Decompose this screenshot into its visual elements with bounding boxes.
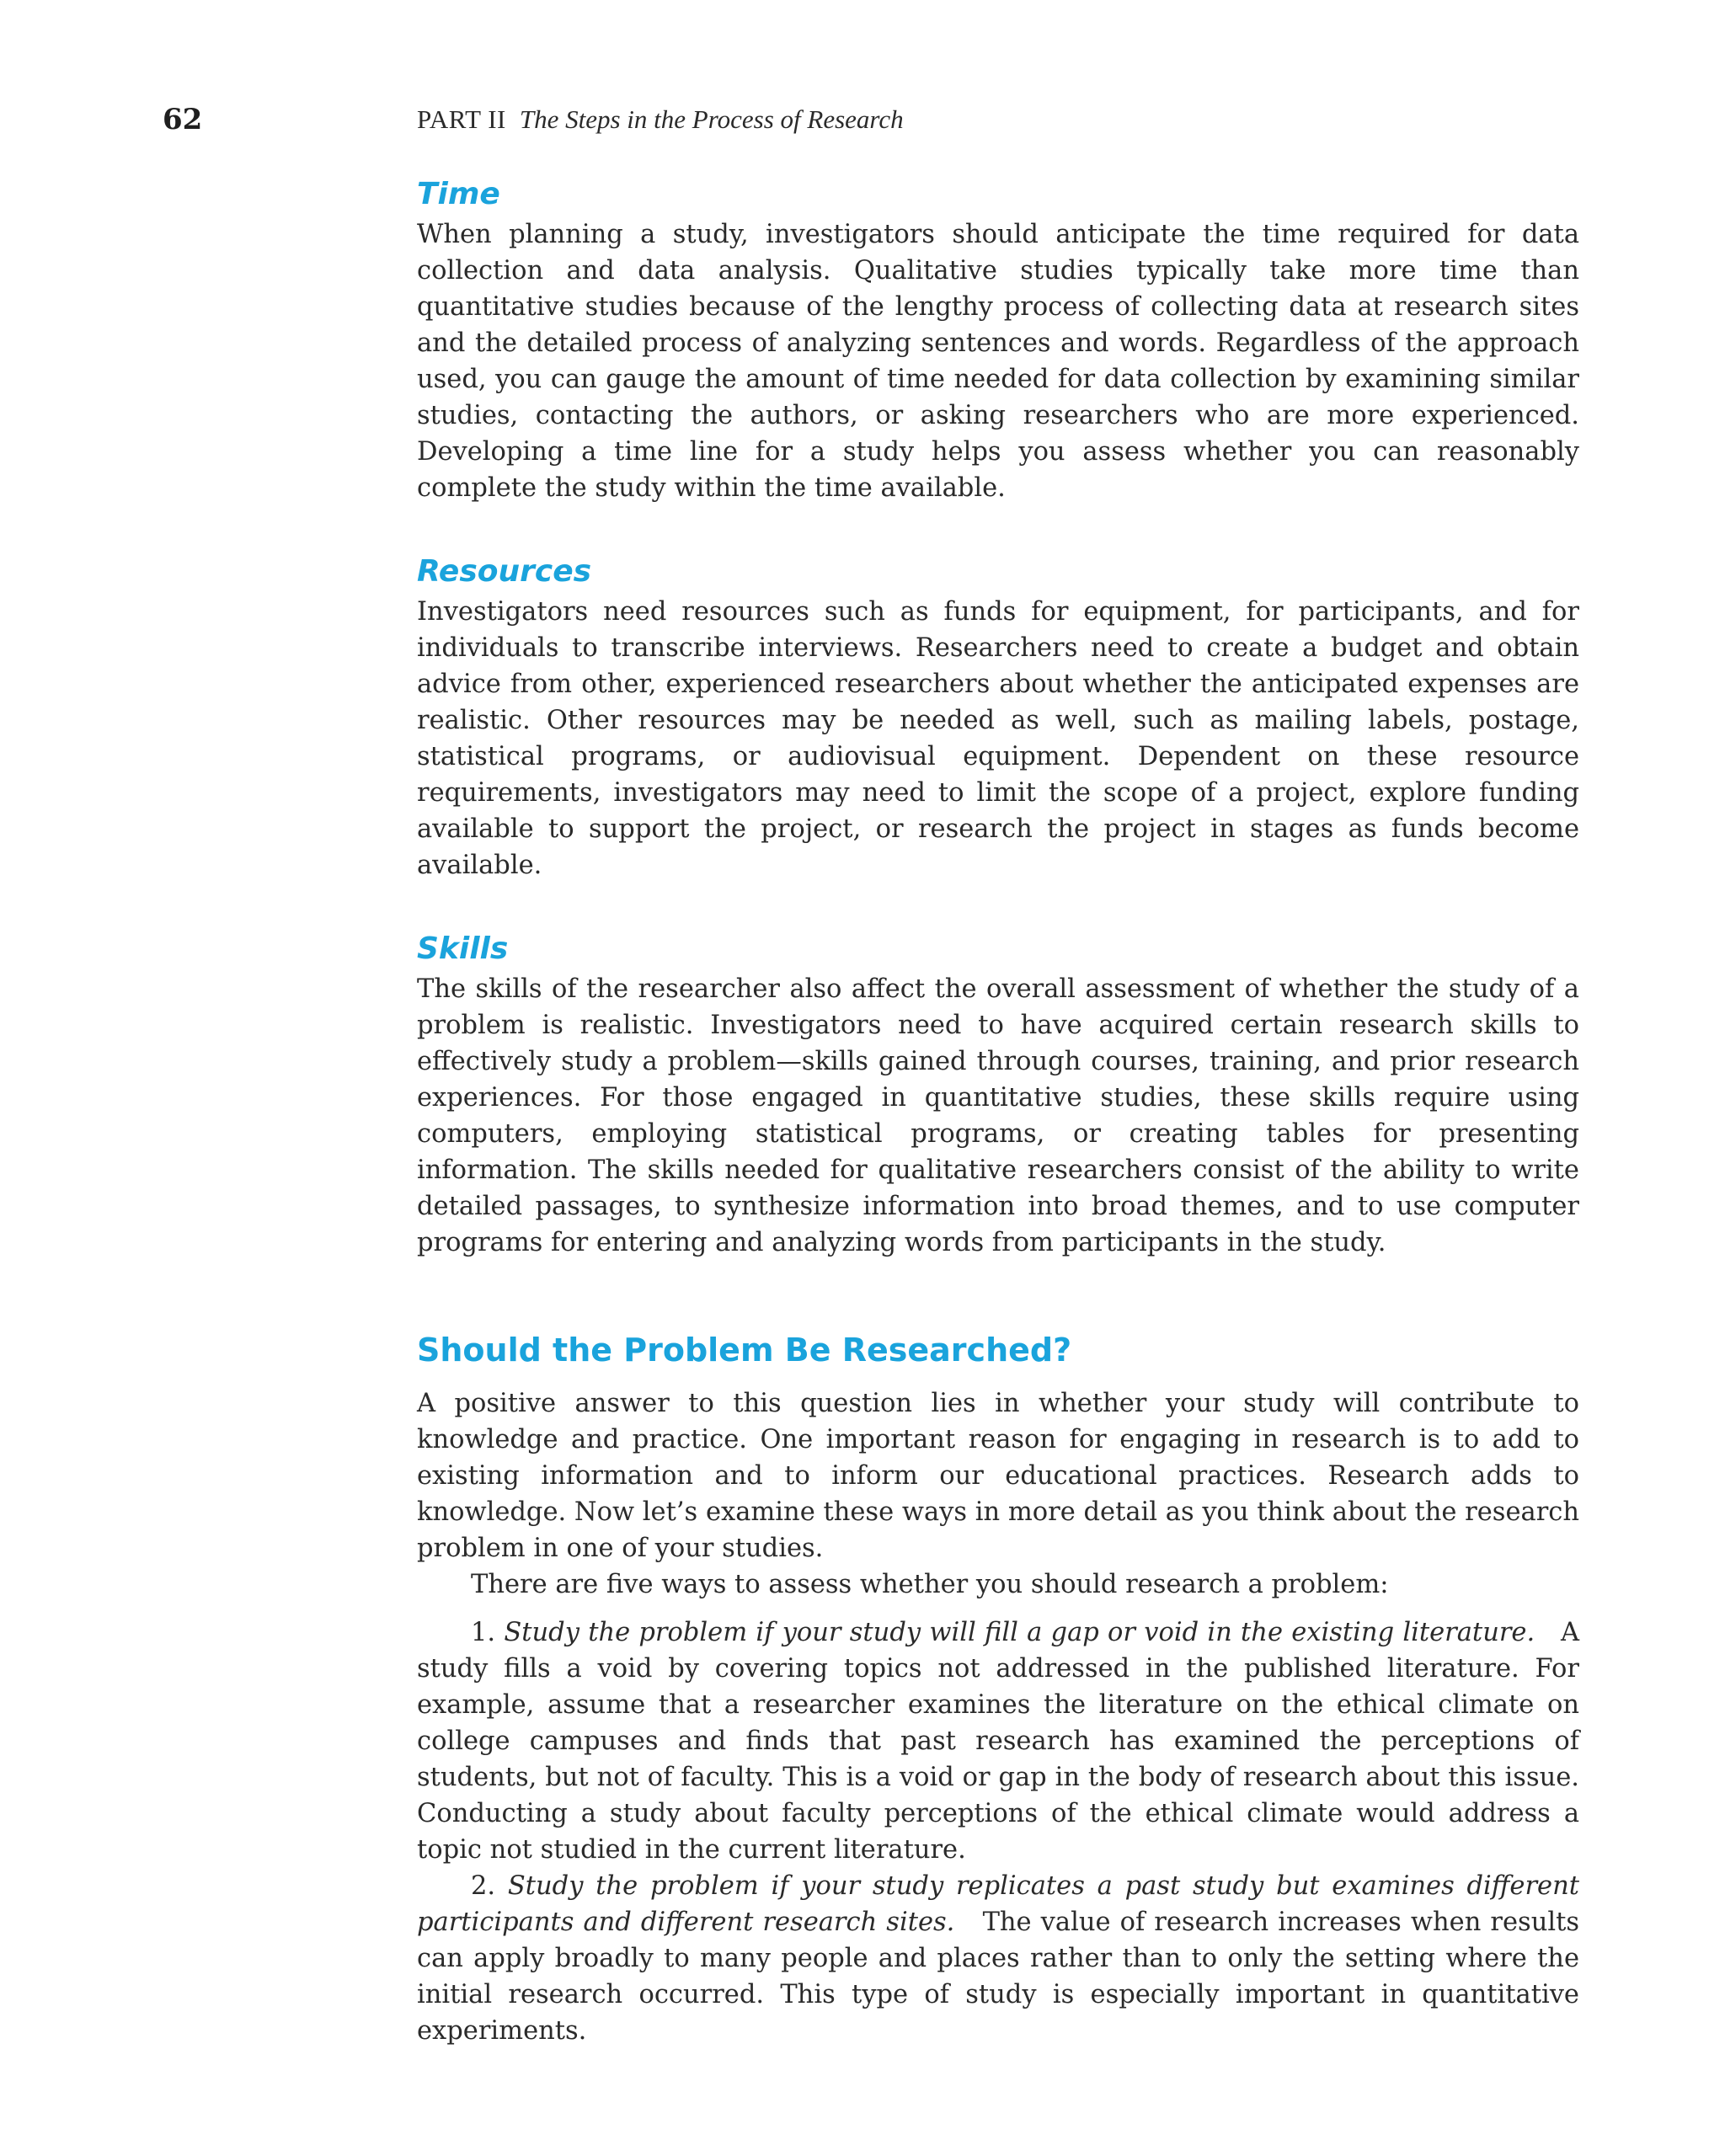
should-research-intro: A positive answer to this question lies in whether your study will contribute to knowledge and practice. One important reason for engaging in research is to add to existing information and to inform our educational practices. Research adds to knowledge. Now let’s examine these ways in more detail as you think about the research problem in one of your studies. (417, 1389, 1579, 1563)
item-number: 2. (471, 1871, 496, 1901)
spacer (417, 1261, 1579, 1326)
item-text: A study fills a void by covering topics not addressed in the published literature. For example, assume that a researcher examines the literature on the ethical climate on college campuses and finds that past research has examined the perceptions of students, but not of faculty. This is a void or gap in the body of research about this issue. Conducting a study about faculty perceptions of the ethical climate would address a topic not studied in the current literature. (417, 1618, 1579, 1865)
list-item (417, 1868, 1579, 2049)
time-paragraph: When planning a study, investigators should anticipate the time required for data collection and data analysis. Qualitative studies typically take more time than quantitative studies because of the lengthy process of collecting data at research sites and the detailed process of analyzing sentences and words. Regardless of the approach used, you can gauge the amount of time needed for data collection by examining similar studies, contacting the authors, or asking researchers who are more experienced. Developing a time line for a study helps you assess whether you can reasonably complete the study within the time available. (417, 220, 1579, 503)
running-head (417, 101, 904, 138)
item-text: The value of research increases when results can apply broadly to many people and places rather than to only the setting where the initial research occurred. This type of study is especially important in quantitative experiments. (417, 1908, 1579, 2046)
list-item (417, 1614, 1579, 1868)
skills-heading: Skills (417, 931, 509, 966)
part-label: PART II (417, 104, 506, 134)
item-number: 1. (471, 1618, 496, 1647)
page-content (417, 173, 1579, 2049)
spacer (417, 883, 1579, 927)
skills-paragraph: The skills of the researcher also affect the overall assessment of whether the study of a problem is realistic. Investigators need to have acquired certain research skills to effectively study a problem—skills gained through courses, training, and prior research experiences. For those engaged in quantitative studies, these skills require using computers, employing statistical programs, or creating tables for presenting information. The skills needed for qualitative researchers consist of the ability to write detailed passages, to synthesize information into broad themes, and to use computer programs for entering and analyzing words from participants in the study. (417, 974, 1579, 1257)
spacer (417, 1603, 1579, 1614)
item-lead: Study the problem if your study replicates a past study but examines different participants and different research sites. (417, 1871, 1579, 1937)
spacer (417, 506, 1579, 550)
spacer (417, 1374, 1579, 1385)
time-heading: Time (417, 177, 500, 211)
page-number: 62 (163, 103, 203, 136)
chapter-title: The Steps in the Process of Research (519, 104, 904, 134)
resources-paragraph: Investigators need resources such as funds for equipment, for participants, and for individuals to transcribe interviews. Researchers need to create a budget and obtain advice from other, experienced researchers about whether the anticipated expenses are realistic. Other resources may be needed as well, such as mailing labels, postage, statistical programs, or audiovisual equipment. Dependent on these resource requirements, investigators may need to limit the scope of a project, explore funding available to support the project, or research the project in stages as funds become available. (417, 597, 1579, 880)
five-ways-paragraph: There are five ways to assess whether you should research a problem: (471, 1570, 1389, 1599)
should-research-heading: Should the Problem Be Researched? (417, 1331, 1072, 1369)
item-lead: Study the problem if your study will fill a gap or void in the existing literature. (504, 1618, 1535, 1647)
resources-heading: Resources (417, 554, 592, 589)
